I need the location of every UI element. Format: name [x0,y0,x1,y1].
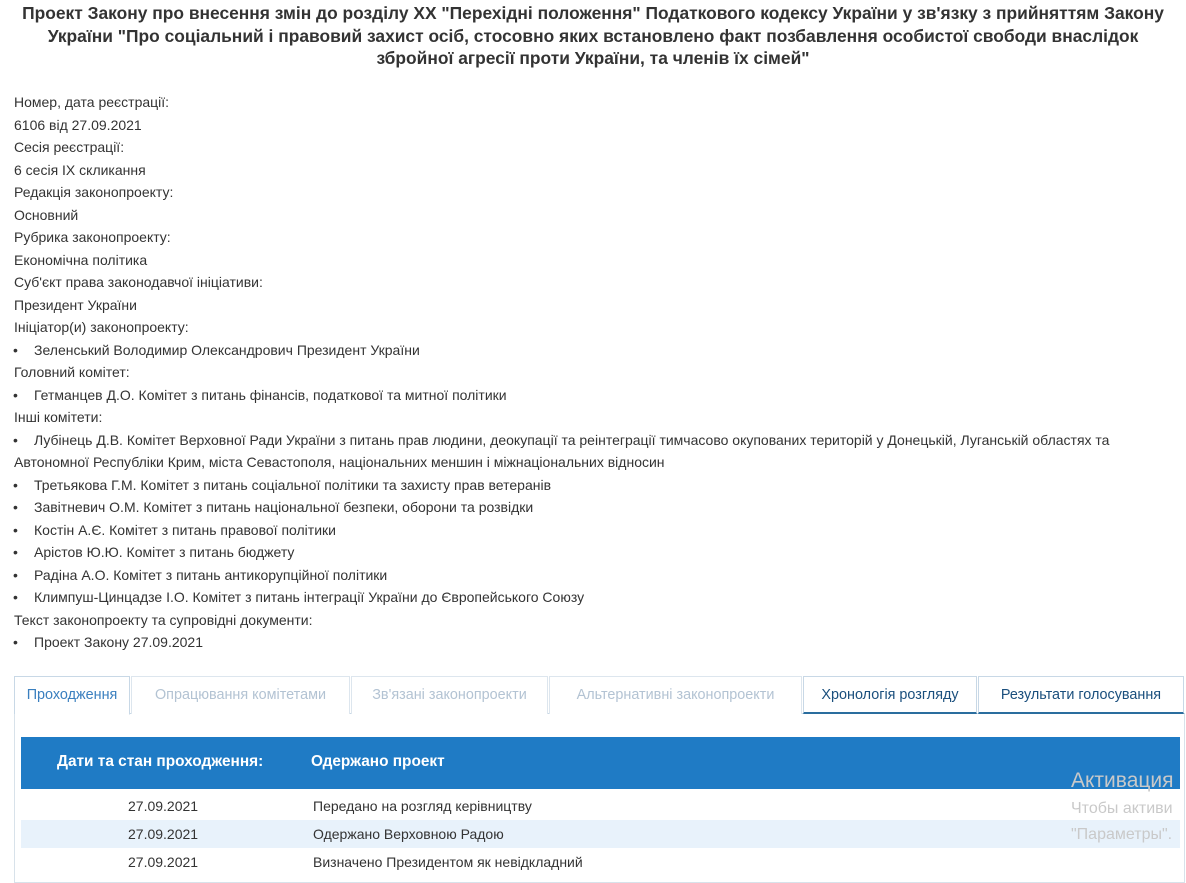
document-link[interactable]: • Проект Закону 27.09.2021 [14,631,1174,654]
committee-link[interactable]: • Климпуш-Цинцадзе І.О. Комітет з питань інтеграції України до Європейського Союзу [14,586,1174,609]
tab-voting-results[interactable]: Результати голосування [978,676,1184,714]
header-label: Дати та стан проходження: [57,753,264,770]
subject-value: Президент України [14,296,137,313]
row-date: 27.09.2021 [128,826,199,842]
initiators-label: Ініціатор(и) законопроекту: [14,319,189,335]
reg-value: 6106 від 27.09.2021 [14,116,142,133]
committee-link[interactable]: • Арістов Ю.Ю. Комітет з питань бюджету [14,541,1174,564]
main-committee-label: Головний комітет: [14,364,130,380]
session-label: Сесія реєстрації: [14,139,125,155]
row-text: Визначено Президентом як невідкладний [313,854,583,870]
rubric-value: Економічна політика [14,251,148,268]
committee-link[interactable]: • Костін А.Є. Комітет з питань правової політики [14,519,1174,542]
table-row [21,820,1180,848]
rubric-label: Рубрика законопроекту: [14,229,171,245]
committee-link[interactable]: • Третьякова Г.М. Комітет з питань соціальної політики та захисту прав ветеранів [14,474,1174,497]
row-date: 27.09.2021 [128,798,199,814]
header-value: Одержано проект [311,753,445,770]
committee-link[interactable]: • Радіна А.О. Комітет з питань антикорупційної політики [14,564,1174,587]
bill-info [14,91,1174,654]
other-committees-list [14,429,1174,609]
tab-related-bills[interactable]: Зв'язані законопроекти [351,676,548,714]
initiator-link[interactable]: • Зеленський Володимир Олександрович Президент України [14,339,1174,362]
committee-link[interactable]: • Завітневич О.М. Комітет з питань національної безпеки, оборони та розвідки [14,496,1174,519]
watermark-line3: "Параметры". [1071,826,1173,843]
reg-label: Номер, дата реєстрації: [14,94,170,110]
activation-watermark [1071,766,1174,848]
table-header [21,737,1180,789]
passage-panel [14,714,1185,883]
row-text: Передано на розгляд керівництву [313,798,532,814]
tab-alternative-bills[interactable]: Альтернативні законопроекти [549,676,802,714]
documents-label: Текст законопроекту та супровідні документи: [14,611,313,628]
main-committee-link[interactable]: • Гетманцев Д.О. Комітет з питань фінансів, податкової та митної політики [14,384,1174,407]
tab-bar [14,676,1185,714]
table-row [21,792,1180,820]
documents-list [14,631,1174,654]
table-row [21,848,1180,876]
edition-label: Редакція законопроекту: [14,184,174,200]
committee-link[interactable]: • Лубінець Д.В. Комітет Верховної Ради України з питань прав людини, деокупації та реінтеграції тимчасово окупованих територій у Донецькій, Луганській областях та Автономної Республіки Крим, міста Севастополя, національних меншин і міжнаціональних відносин [14,429,1174,474]
tab-committee-processing[interactable]: Опрацювання комітетами [131,676,350,714]
tab-passage[interactable]: Проходження [14,676,130,715]
initiators-list [14,339,1174,362]
session-value: 6 сесія IX скликання [14,161,146,178]
row-date: 27.09.2021 [128,854,199,870]
watermark-line1: Активация [1071,769,1174,792]
subject-label: Суб'єкт права законодавчої ініціативи: [14,274,263,290]
page-title: Проект Закону про внесення змін до розділу XX "Перехідні положення" Податкового кодексу України у зв'язку з прийняттям Закону України "Про соціальний і правовий захист осіб, стосовно яких встановлено факт позбавлення особистої свободи внаслідок збройної агресії проти України, та членів їх сімей" [22,3,1164,68]
main-committee-list [14,384,1174,407]
other-committees-label: Інші комітети: [14,409,103,425]
row-text: Одержано Верховною Радою [313,826,504,842]
tab-chronology[interactable]: Хронологія розгляду [803,676,977,714]
watermark-line2: Чтобы активи [1071,800,1173,817]
edition-value: Основний [14,206,79,223]
